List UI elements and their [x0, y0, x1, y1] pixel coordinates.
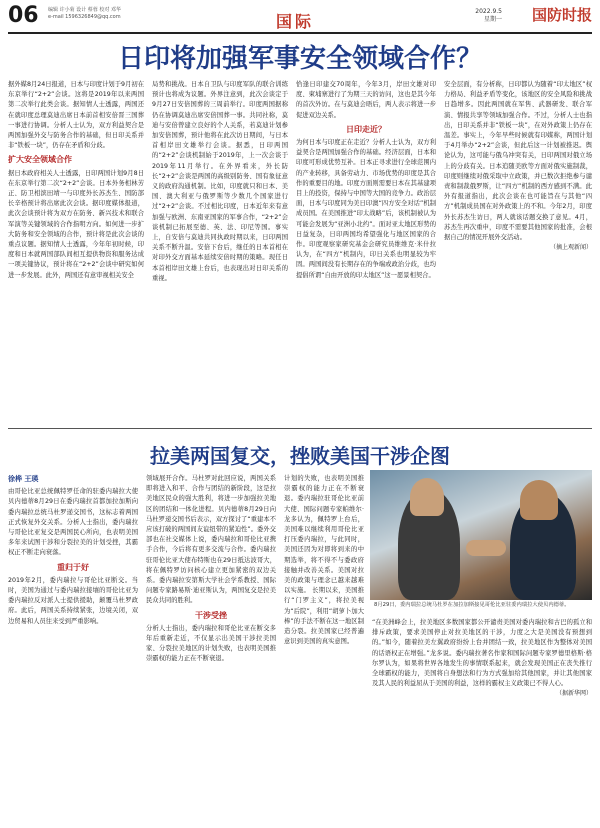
article1-text-1b: 据日本政府相关人士透露，日印两国计划9月8日在东京举行第二次“2+2”会谈。日本外务相林芳正、防卫相滨田靖一与印度外长苏杰生、国防部长辛格预计将出席此次会谈。据印度媒体报道，此次会谈预计将为双方在防务、新兴技术和联合军演等关键领域的合作指明方向。如何进一步扩大防务和安全领域的合作，预计将是此次会谈的重点议题。据知情人士透露，今年年初时候，印度和日本就两国部队间相互提供物资和服务达成一项关键协议，预计将在“2+2”会谈中研究如何进一步发展。此外，两国还有意审视相关安全 [8, 169, 144, 279]
article2-text-3b: 长期以来，美国推行“门罗主义”，将拉美视为“后院”，利用“胡萝卜加大棒”的手法不断在这一地区制造分裂。拉美国家已经普遍意识到美国的真实意图。 [284, 587, 364, 646]
article1-column-4 [444, 80, 592, 416]
page-number: 06 [8, 3, 39, 28]
newspaper-logo: 国防时报 [531, 6, 592, 24]
article1-text-3b: 为何日本与印度正在走近？分析人士认为，双方利益契合是两国加强合作的基础。经济层面，日本和印度可形成优势互补。日本正寻求进行全球范围内的产业转移，具备劳动力、市场优势的印度是其合作的重要目的地。印度方面则需要日本在其基建项目上的投资，保持与中国等大国的竞争力。政治层面，日本与印度同为美日印澳“四方安全对话”机制成员国。在美国推进“印太战略”后，该机制被认为可能会发展为“亚洲小北约”。面对亚太地区形势的日益复杂，日印两国均希望强化与地区国家的合作。印度观察家研究基金会研究员维维克·米什拉认为，在“四方”机制内，印日关系也明显较为牢固。两国间没有长期存在的争端或政治分歧，也均提倡所谓“自由开放的印太地区”这一愿景相契合。 [296, 139, 436, 279]
article2-text-2b: 分析人士指出，委内瑞拉和哥伦比亚在断交多年后重新走近，不仅显示出美国干涉拉美国家、分裂拉美地区的计划失败，也表明美国推崇霸权的能力正在不断衰退。 [146, 624, 276, 663]
page-header [8, 4, 592, 34]
photo-caption: 8月29日，委内瑞拉总统马杜罗在加拉加斯接见哥伦比亚驻委内瑞拉大使贝内德蒂。 [374, 602, 570, 608]
article1-text-2: 局势和挑战。日本自卫队与印度军队的联合训练预计也将成为议题。外界注意到，此次会谈定于9月27日安倍国葬的三周前举行。印度两国据称仍在协调莫迪出席安倍国葬一事。共同社称，莫迪与安倍曾建立良好的个人关系，若莫迪计划参加安倍国葬，预计他将在此次访日期间，与日本首相岸田文雄举行会谈。据悉，日印两国的“2+2”会谈机制始于2019年，上一次会谈于2019年11月举行。在外界看来，外长防长“2+2”会谈是两国的高级别防务、国有象征意义的政府沟通机制。比如，印度就只和日本、美国、澳大利亚与俄罗斯等少数几个国家进行过“2+2”会谈。不过相比印度，日本近年来有意加强与欧洲、东南亚国家的军事合作，“2+2”会谈机制已拓展至德、英、法、印尼等国。事实上，自安倍与莫迪共同执政时期以来，日印两国关系不断升温。安倍下台后，继任的日本首相在对印外交方面基本延续安倍时期的策略。现任日本首相岸田文雄上台后，也表现出对日印关系的重视。 [152, 81, 288, 282]
article1-subhead-2: 日印走近？ [346, 124, 386, 134]
article2-column-4 [372, 618, 592, 822]
article2-text-3: 计划的失败，也表明美国推崇霸权的能力正在不断衰退。委内瑞拉驻哥伦比亚前大使、国际问题专家帕维尔·龙多认为，佩特罗上台后，美国难以继续利用哥伦比亚打压委内瑞拉，与此同时，美国还因为对即将到来的中期选举，将不得不与委政府接触并改善关系。美国对拉美的政策与理念已越来越难以实施。 [284, 475, 364, 595]
article1-headline: 日印将加强军事安全领域合作？ [117, 44, 482, 74]
editor-line: 编辑 许小菊 设计 蔡蓉 校对 邓华 [48, 7, 121, 13]
divider [8, 428, 592, 429]
article2-column-1 [8, 474, 138, 822]
article2-headline: 拉美两国复交，挫败美国干涉企图 [150, 444, 450, 468]
section-title: 国际 [276, 12, 315, 31]
article1-subhead-1: 扩大安全领域合作 [8, 155, 72, 165]
article1-column-1 [8, 80, 144, 416]
article1-intro: 据外媒8月24日报道，日本与印度计划于9月初在东京举行“2+2”会谈。这将是2019年以来两国第二次举行此类会谈。据知情人士透露，两国还在就印度总理莫迪出席日本前首相安倍晋三国葬一事进行协调。分析人士认为，双方利益契合是两国加强外交与防务合作的基础，但日印关系并非“铁板一块”，仍存在矛盾和分歧。 [8, 81, 144, 150]
article2-author: 徐桦 王瑛 [8, 475, 39, 483]
article1-text-4: 安全层面，有分析称，日印都认为随着“印太地区”权力格局、利益矛盾等变化，该地区的安全风险和挑战日趋增多。因此两国就在军售、武器研发、联合军演、情报共享等领域加强合作。不过，分析人士也指出，日印关系并非“铁板一块”，在对外政策上仍存在温差。事实上，今年早些时候就有印媒称，两国计划于4月举办“2+2”会谈，但此后这一计划被推迟。舆论认为，这可能与俄乌冲突有关，日印两国对俄立场上的分歧有关。日本追随美欧等方面对俄实施制裁，印度则继续对俄采取中立政策，并已数次拒绝参与谴责和制裁俄罗斯，让“四方”机制的西方感到不满。此外有报道指出，此次会谈在也可能旨在与其他“四方”机制成员国在对外政策上的不和。今年2月，印度外长苏杰生访日，两人就该话题交换了意见。4月，苏杰生再次重申，印度不需要其他国家的批准，会根据自己的情况开展外交活动。 [444, 81, 592, 242]
person-left-head [410, 478, 444, 516]
handshake [466, 540, 506, 556]
article2-column-2 [146, 474, 276, 822]
article1-text-3: 恰逢日印建交70周年，今年3月，岸田文雄对印度、柬埔寨进行了为期三天的访问，这也是其今年的首次外访。在与莫迪会晤后，两人表示将进一步促进双边关系。 [296, 81, 436, 119]
article2-subhead-2: 干涉受挫 [195, 610, 227, 620]
article2-text-4: “在美洲峰会上，拉美地区多数国家都公开谴责美国对委内瑞拉和古巴的孤立和排斥政策，要求美国停止对拉美地区的干涉，力度之大是美国没有预想到的。”如今，随着拉美左翼政府纷纷上台并团结一致，拉美地区作为整体对美国的话语权正在增强。”龙多说。委内瑞拉著名作家和国际问题专家罗德里格斯·格尔罗认为，如果将世界各地发生的事情联系起来，就会发现美国正在丧失推行全球霸权的能力，美国将自身想法和行为方式强加给其他国家，并让其他国家及其人民的利益屈从于美国的利益，这样的霸权主义政策已不得人心。 [372, 619, 592, 688]
article2-subhead-1: 重归于好 [57, 562, 89, 572]
article2-text-2: 领域展开合作。马杜罗对此回应说，两国关系即将进入和平、合作与团结的新阶段，这是拉美地区民众的强大胜利，将进一步加强拉美地区的团结和一体化进程。贝内德蒂8月29日向马杜罗递交国书后表示，双方探讨了“重建本不应该打破的两国间友谊纽带的紧迫性”。委外交部也在社交媒体上说，委内瑞拉和哥伦比亚携手合作，今后将有更多交流与合作。委内瑞拉驻哥伦比亚大使布特斯也在29日抵达波哥大，将在佩特罗访问核心建立更加紧密的双边关系。委内瑞拉安第斯大学社会学系教授、国际问题专家路易斯·迪亚斯认为，两国复交是拉美民众共同的胜利。 [146, 475, 276, 605]
article2-text-1: 由哥伦比亚总统佩特罗任命的驻委内瑞拉大使贝内德蒂8月29日在委内瑞拉首都加拉加斯向委内瑞拉总统马杜罗递交国书，这标志着两国正式恢复外交关系。分析人士指出，委内瑞拉与哥伦比亚复交是两国民心所向，也表明美国多年来试图干涉和分裂拉美的计划受挫，其霸权正不断走向衰落。 [8, 488, 138, 557]
article2-source: （据新华网） [555, 690, 592, 698]
editor-meta [48, 7, 121, 21]
handshake-photo [370, 470, 592, 600]
article1-source: （摘上观新闻） [549, 244, 592, 252]
article2-text-1b: 2019年2月，委内瑞拉与哥伦比亚断交。当时，美国为通过与委内瑞拉接壤的哥伦比亚为委内瑞拉反对派人士提供援助，颠覆马杜罗政府。此后，两国关系持续紧张，边境关闭，双边贸易和人员往来受到严重影响。 [8, 576, 138, 625]
article2-column-3 [284, 474, 364, 822]
article1-column-3 [296, 80, 436, 416]
article1-column-2 [152, 80, 288, 416]
date-text: 2022.9.5 [475, 8, 502, 15]
person-right-head [520, 480, 558, 520]
email-line: e-mail 1596326849@qq.com [48, 14, 121, 20]
issue-date [475, 8, 502, 24]
weekday-text: 星期一 [483, 16, 502, 23]
